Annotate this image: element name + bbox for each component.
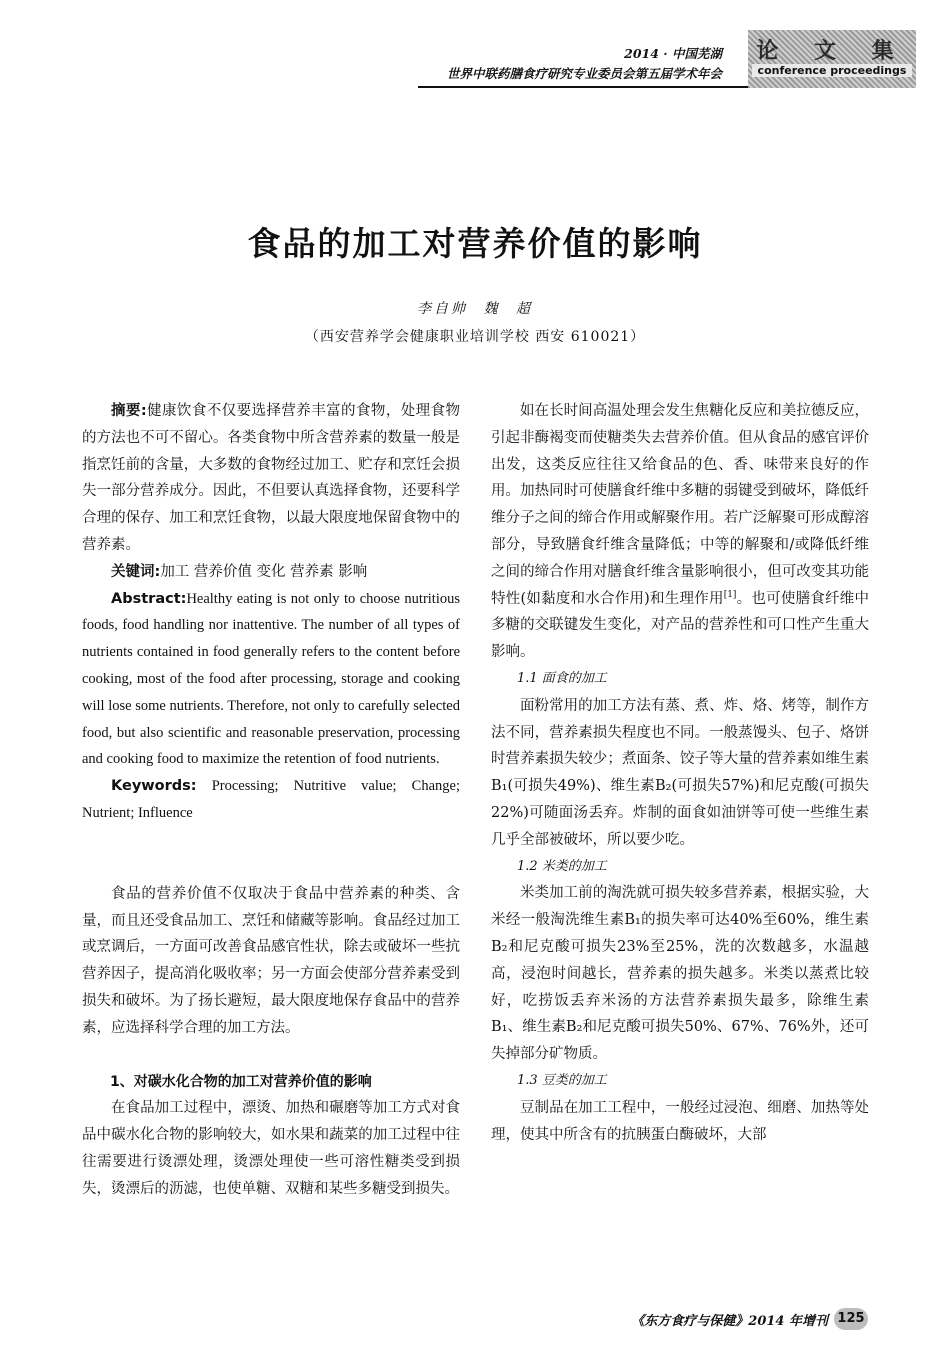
running-header bbox=[447, 44, 722, 84]
citation-ref: [1] bbox=[723, 589, 737, 600]
header-conference-name: 世界中联药膳食疗研究专业委员会第五届学术年会 bbox=[446, 66, 722, 81]
keywords-en-label: Keywords: bbox=[111, 778, 197, 795]
journal-name: 《东方食疗与保健》2014 年增刊 bbox=[631, 1313, 828, 1329]
proceedings-logo-title: 论 文 集 bbox=[756, 39, 908, 64]
abstract-en-text: Healthy eating is not only to choose nutritious foods, food handling nor inattentive. The number of all types of nutrients contained in food generally refers to the content before cooking, most of the food after processing, storage and cooking will lose some nutrients. Therefore, not only to carefully selected food, but also scientific and reasonable preservation, processing and cooking food to maximize the retention of food nutrients. bbox=[82, 590, 460, 768]
header-conference-place: 2014 · 中国芜湖 bbox=[624, 46, 722, 61]
subsection-1-1-heading: 1.1 面食的加工 bbox=[517, 670, 607, 686]
header-rule bbox=[418, 86, 760, 88]
keywords-label: 关键词: bbox=[111, 563, 161, 580]
proceedings-logo-subtitle: conference proceedings bbox=[752, 64, 912, 77]
spacer bbox=[82, 827, 460, 854]
abstract-label: 摘要: bbox=[111, 403, 147, 419]
section-1-heading: 1、对碳水化合物的加工对营养价值的影响 bbox=[110, 1073, 372, 1090]
page-footer bbox=[631, 1308, 868, 1330]
keywords-en bbox=[82, 773, 460, 827]
subsection-1-3-text: 豆制品在加工工程中，一般经过浸泡、细磨、加热等处理，使其中所含有的抗胰蛋白酶破坏，大部 bbox=[491, 1099, 869, 1143]
abstract-en-label: Abstract: bbox=[111, 590, 187, 607]
abstract-text: 健康饮食不仅要选择营养丰富的食物，处理食物的方法也不可不留心。各类食物中所含营养素的数量一般是指烹饪前的含量，大多数的食物经过加工、贮存和烹饪会损失一部分营养成分。因此，不但要认真选择食物，还要科学合理的保存、加工和烹饪食物，以最大限度地保留食物中的营养素。 bbox=[82, 403, 460, 553]
section-1-paragraph-1: 在食品加工过程中，漂烫、加热和碾磨等加工方式对食品中碳水化合物的影响较大，如水果和蔬菜的加工过程中往往需要进行烫漂处理，烫漂处理使一些可溶性糖类受到损失，烫漂后的沥滤，也使单糖、双糖和某些多糖受到损失。 bbox=[82, 1100, 460, 1197]
abstract-zh bbox=[82, 398, 460, 559]
intro-paragraph: 食品的营养价值不仅取决于食品中营养素的种类、含量，而且还受食品加工、烹饪和储藏等影响。食品经过加工或烹调后，一方面可改善食品感官性状，除去或破坏一些抗营养因子，提高消化吸收率；另一方面会使部分营养素受到损失和破坏。为了扬长避短，最大限度地保存食品中的营养素，应选择科学合理的加工方法。 bbox=[82, 885, 460, 1036]
right-column bbox=[491, 398, 869, 1148]
section-1-paragraph-2-text: 如在长时间高温处理会发生焦糖化反应和美拉德反应，引起非酶褐变而使糖类失去营养价值。但从食品的感官评价出发，这类反应往往又给食品的色、香、味带来良好的作用。加热同时可使膳食纤维中多糖的弱键受到破坏，降低纤维分子之间的缔合作用或解聚作用。若广泛解聚可形成醇溶部分，导致膳食纤维含量降低；中等的解聚和/或降低纤维之间的缔合作用对膳食纤维含量影响很小，但可改变其功能特性(如黏度和水合作用)和生理作用 bbox=[491, 403, 869, 607]
article-authors: 李自帅 魏 超 bbox=[417, 301, 533, 317]
subsection-1-1-text: 面粉常用的加工方法有蒸、煮、炸、烙、烤等，制作方法不同，营养素损失程度也不同。一般蒸馒头、包子、烙饼时营养素损失较少；煮面条、饺子等大量的营养素如维生素B₁(可损失49%)、维生素B₂(可损失57%)和尼克酸(可损失22%)可随面汤丢弃。炸制的面食如油饼等可使一些维生素几乎全部被破坏，所以要少吃。 bbox=[491, 697, 869, 848]
abstract-en bbox=[82, 586, 460, 774]
page-number: 125 bbox=[834, 1308, 868, 1330]
article-affiliation: （西安营养学会健康职业培训学校 西安 610021） bbox=[304, 329, 646, 345]
subsection-1-2-text: 米类加工前的淘洗就可损失较多营养素，根据实验，大米经一般淘洗维生素B₁的损失率可达40%至60%，维生素B₂和尼克酸可损失23%至25%，洗的次数越多，水温越高，浸泡时间越长，营养素的损失越多。米类以蒸煮比较好，吃捞饭丢弃米汤的方法营养素损失最多，除维生素B₁、维生素B₂和尼克酸可损失50%、67%、76%外，还可失掉部分矿物质。 bbox=[491, 885, 869, 1063]
keywords-en-text: Processing; Nutritive value; Change; Nutrient; Influence bbox=[82, 778, 460, 821]
section-1-paragraph-2 bbox=[491, 398, 869, 666]
subsection-1-2-heading: 1.2 米类的加工 bbox=[517, 858, 607, 874]
section-1-paragraph-2-tail: 。也可使膳食纤维中多糖的交联键发生变化，对产品的营养性和可口性产生重大影响。 bbox=[491, 590, 869, 661]
left-column bbox=[82, 398, 460, 1203]
subsection-1-3-heading: 1.3 豆类的加工 bbox=[517, 1072, 607, 1088]
proceedings-logo bbox=[748, 30, 916, 88]
keywords-zh bbox=[82, 559, 460, 586]
article-title: 食品的加工对营养价值的影响 bbox=[247, 224, 703, 263]
keywords-text: 加工 营养价值 变化 营养素 影响 bbox=[160, 563, 368, 580]
spacer bbox=[82, 1042, 460, 1069]
spacer bbox=[82, 854, 460, 881]
